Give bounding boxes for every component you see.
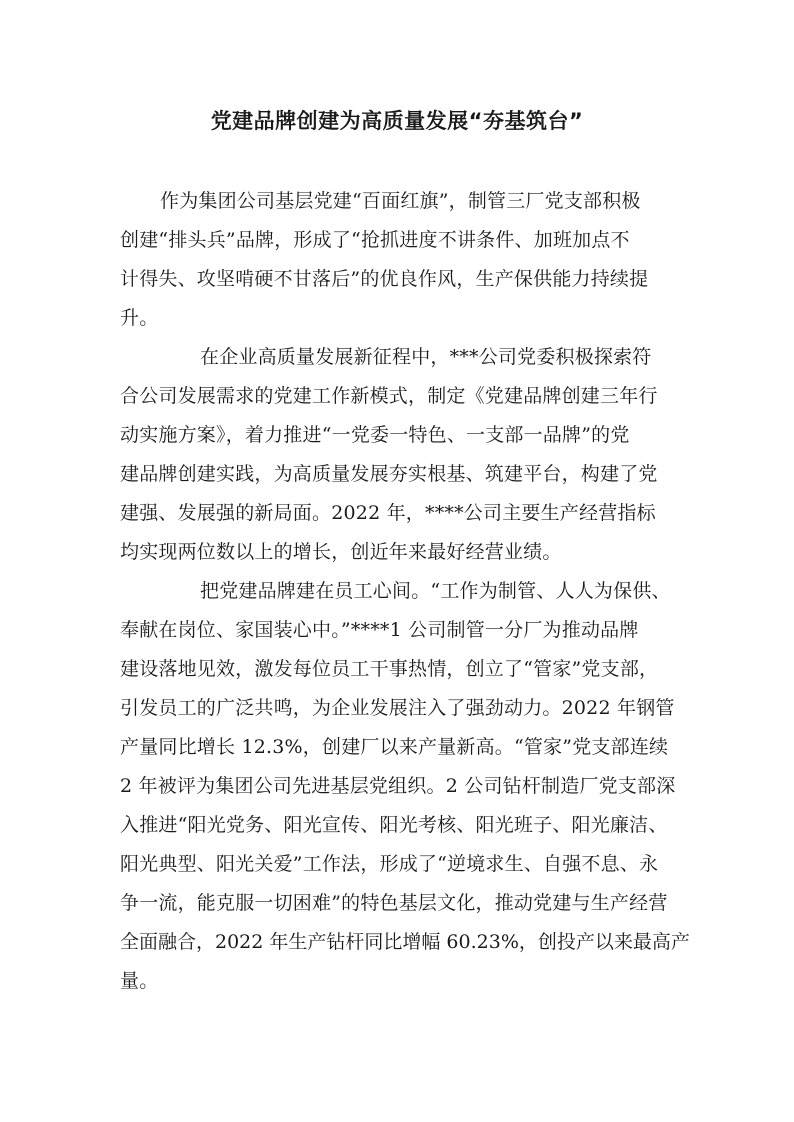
paragraph-3-line-1: 把党建品牌建在员工心间。“工作为制管、人人为保供、 [200, 580, 671, 602]
paragraph-3-line-9: 争一流，能克服一切困难”的特色基层文化，推动党建与生产经营 [120, 892, 668, 914]
paragraph-3-line-2: 奉献在岗位、家国装心中。”****1 公司制管一分厂为推动品牌 [120, 619, 639, 641]
paragraph-3-line-7: 入推进“阳光党务、阳光宣传、阳光考核、阳光班子、阳光廉洁、 [120, 814, 668, 836]
paragraph-3-line-4: 引发员工的广泛共鸣，为企业发展注入了强劲动力。2022 年钢管 [120, 697, 675, 719]
document-title: 党建品牌创建为高质量发展“夯基筑台” [210, 109, 584, 133]
paragraph-3-line-11: 量。 [120, 970, 159, 992]
paragraph-2-line-5: 建强、发展强的新局面。2022 年，****公司主要生产经营指标 [120, 502, 656, 524]
paragraph-3-line-8: 阳光典型、阳光关爱”工作法，形成了“逆境求生、自强不息、永 [120, 853, 659, 875]
paragraph-1-line-4: 升。 [120, 307, 159, 329]
paragraph-1-line-2: 创建“排头兵”品牌，形成了“抢抓进度不讲条件、加班加点不 [120, 229, 630, 251]
paragraph-1-line-3: 计得失、攻坚啃硬不甘落后”的优良作风，生产保供能力持续提 [120, 268, 649, 290]
paragraph-2-line-2: 合公司发展需求的党建工作新模式，制定《党建品牌创建三年行 [120, 385, 658, 407]
paragraph-2-line-1: 在企业高质量发展新征程中，***公司党委积极探索符 [200, 346, 652, 368]
paragraph-2-line-6: 均实现两位数以上的增长，创近年来最好经营业绩。 [120, 541, 562, 563]
paragraph-2-line-3: 动实施方案》，着力推进“一党委一特色、一支部一品牌”的党 [120, 424, 630, 446]
paragraph-2-line-4: 建品牌创建实践，为高质量发展夯实根基、筑建平台，构建了党 [120, 463, 658, 485]
paragraph-3-line-5: 产量同比增长 12.3%，创建厂以来产量新高。“管家”党支部连续 [120, 736, 669, 758]
paragraph-3-line-6: 2 年被评为集团公司先进基层党组织。2 公司钻杆制造厂党支部深 [120, 775, 676, 797]
paragraph-3-line-10: 全面融合，2022 年生产钻杆同比增幅 60.23%，创投产以来最高产 [120, 931, 690, 953]
paragraph-3-line-3: 建设落地见效，激发每位员工干事热情，创立了“管家”党支部， [120, 658, 659, 680]
paragraph-1-line-1: 作为集团公司基层党建“百面红旗”，制管三厂党支部积极 [160, 190, 641, 212]
